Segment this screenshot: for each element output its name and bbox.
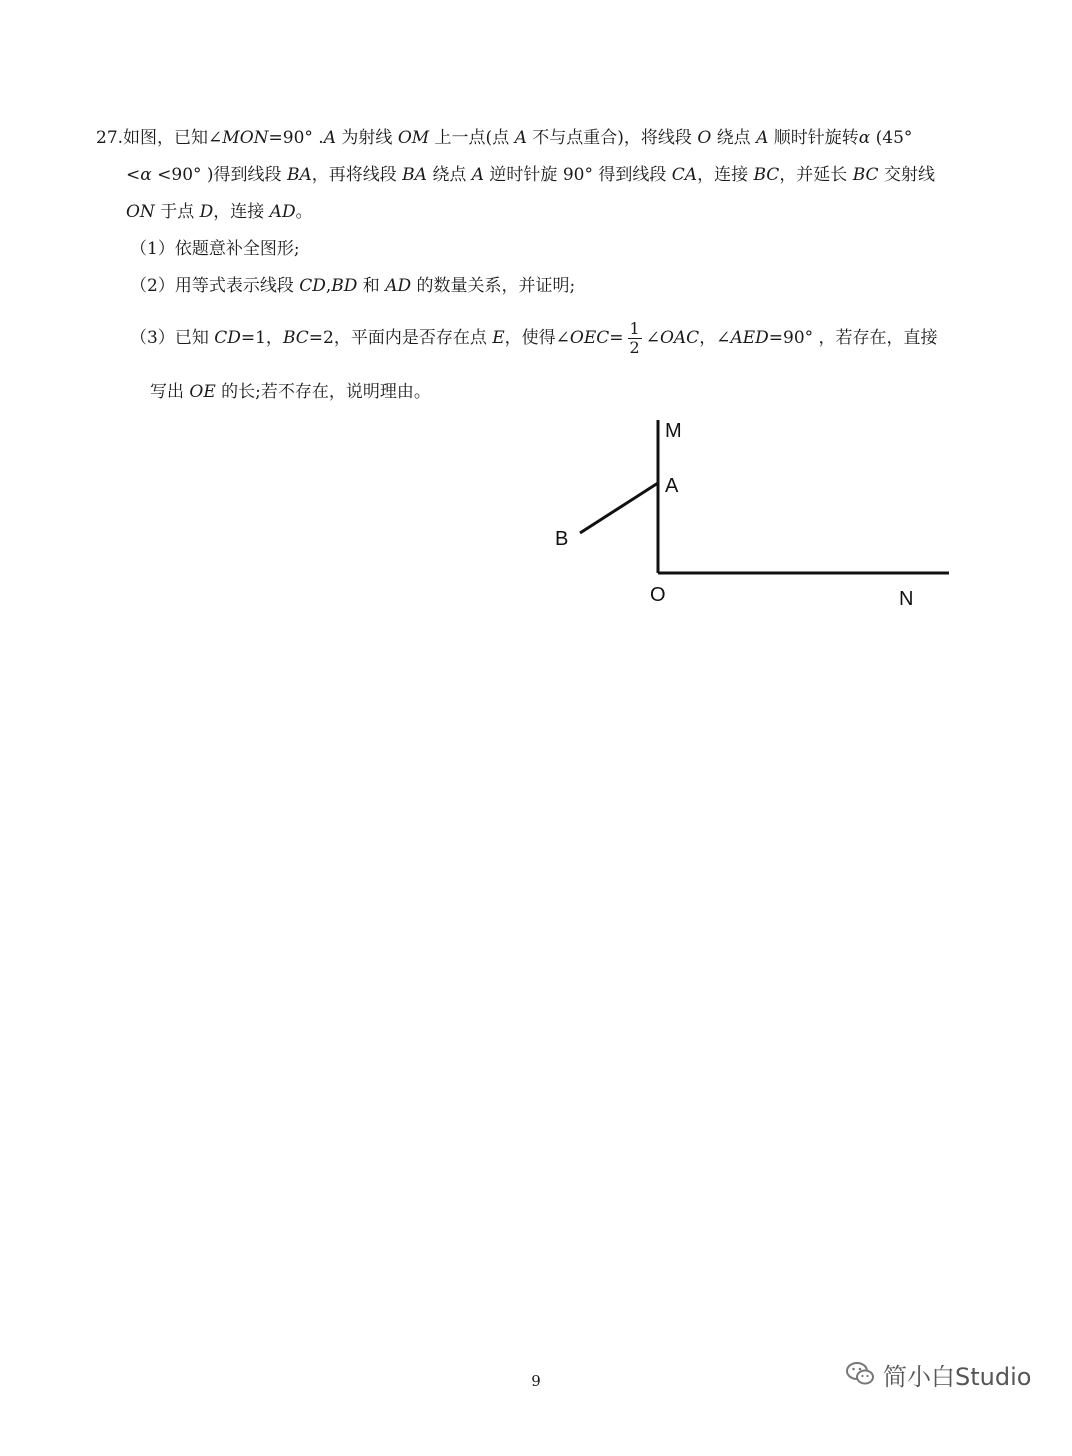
math-symbol: CD xyxy=(214,328,241,348)
math-symbol: BC xyxy=(282,328,309,348)
fraction-numerator: 1 xyxy=(629,319,640,338)
problem-line-1 xyxy=(96,126,912,150)
text: < xyxy=(126,165,141,185)
text: 的数量关系，并证明; xyxy=(411,276,576,296)
text: 为射线 xyxy=(336,128,398,148)
text: =2，平面内是否存在点 xyxy=(308,328,493,348)
text: <90° )得到线段 xyxy=(151,165,287,185)
text: 的长;若不存在，说明理由。 xyxy=(215,382,431,402)
part-2 xyxy=(130,274,575,298)
text: 交射线 xyxy=(878,165,935,185)
text: 绕点 xyxy=(426,165,472,185)
math-symbol: A xyxy=(471,165,485,185)
text: ，使得∠ xyxy=(504,328,570,348)
page-number: 9 xyxy=(531,1372,541,1390)
watermark-text: 简小白Studio xyxy=(883,1362,1032,1391)
math-symbol: BA xyxy=(286,165,312,185)
math-symbol: α xyxy=(858,128,871,148)
math-symbol: OE xyxy=(189,382,216,402)
math-symbol: A xyxy=(756,128,769,148)
text: ，并延长 xyxy=(779,165,853,185)
math-symbol: BC xyxy=(753,165,780,185)
part-3 xyxy=(130,318,938,358)
problem-line-2 xyxy=(126,163,935,187)
text: 写出 xyxy=(150,382,190,402)
math-symbol: OAC xyxy=(659,328,700,348)
math-symbol: O xyxy=(697,128,712,148)
label-a: A xyxy=(665,475,679,497)
text: . xyxy=(312,128,324,148)
math-symbol: ON xyxy=(126,202,155,222)
label-b: B xyxy=(555,528,569,550)
text: 不与点重合)，将线段 xyxy=(526,128,698,148)
math-symbol: D xyxy=(199,202,214,222)
text: （3）已知 xyxy=(130,328,215,348)
math-symbol: BD xyxy=(331,276,358,296)
wechat-icon xyxy=(845,1360,875,1388)
math-symbol: E xyxy=(492,328,505,348)
watermark xyxy=(845,1354,1031,1394)
label-o: O xyxy=(650,584,666,606)
text: =1， xyxy=(240,328,283,348)
text: =90° ，若存在，直接 xyxy=(768,328,938,348)
text: = xyxy=(609,328,624,348)
math-symbol: MON xyxy=(222,128,269,148)
text: ，连接 xyxy=(697,165,754,185)
text: (45° xyxy=(870,128,913,148)
math-symbol: BA xyxy=(402,165,427,185)
label-n: N xyxy=(899,588,914,610)
text: ，∠ xyxy=(699,328,731,348)
math-symbol: CA xyxy=(671,165,698,185)
math-symbol: α xyxy=(140,165,152,185)
math-symbol: A xyxy=(323,128,336,148)
text: =90° xyxy=(268,128,313,148)
math-symbol: BC xyxy=(852,165,879,185)
text: 如图，已知∠ xyxy=(123,128,223,148)
text: 绕点 xyxy=(711,128,757,148)
text: 逆时针旋 90° 得到线段 xyxy=(484,165,672,185)
math-symbol: CD xyxy=(299,276,326,296)
math-symbol: AD xyxy=(385,276,412,296)
text: 于点 xyxy=(154,202,200,222)
problem-number: 27. xyxy=(96,128,124,148)
fraction-denominator: 2 xyxy=(629,338,640,357)
geometry-figure xyxy=(540,405,960,615)
text: 上一点(点 xyxy=(429,128,515,148)
label-m: M xyxy=(665,420,682,442)
part-3-line-2 xyxy=(150,380,431,404)
segment-ba xyxy=(580,483,658,533)
text: ，连接 xyxy=(213,202,270,222)
text: 。 xyxy=(295,202,313,222)
math-symbol: AED xyxy=(730,328,769,348)
text: , xyxy=(325,276,332,296)
text: ，再将线段 xyxy=(311,165,403,185)
text: （2）用等式表示线段 xyxy=(130,276,300,296)
math-symbol: A xyxy=(514,128,527,148)
problem-line-3 xyxy=(126,200,313,224)
text: 和 xyxy=(357,276,386,296)
fraction-one-half xyxy=(628,320,642,357)
text: ∠ xyxy=(645,328,660,348)
math-symbol: AD xyxy=(269,202,296,222)
math-symbol: OEC xyxy=(569,328,610,348)
math-symbol: OM xyxy=(397,128,430,148)
part-1: （1）依题意补全图形; xyxy=(130,239,300,259)
text: 顺时针旋转 xyxy=(768,128,859,148)
